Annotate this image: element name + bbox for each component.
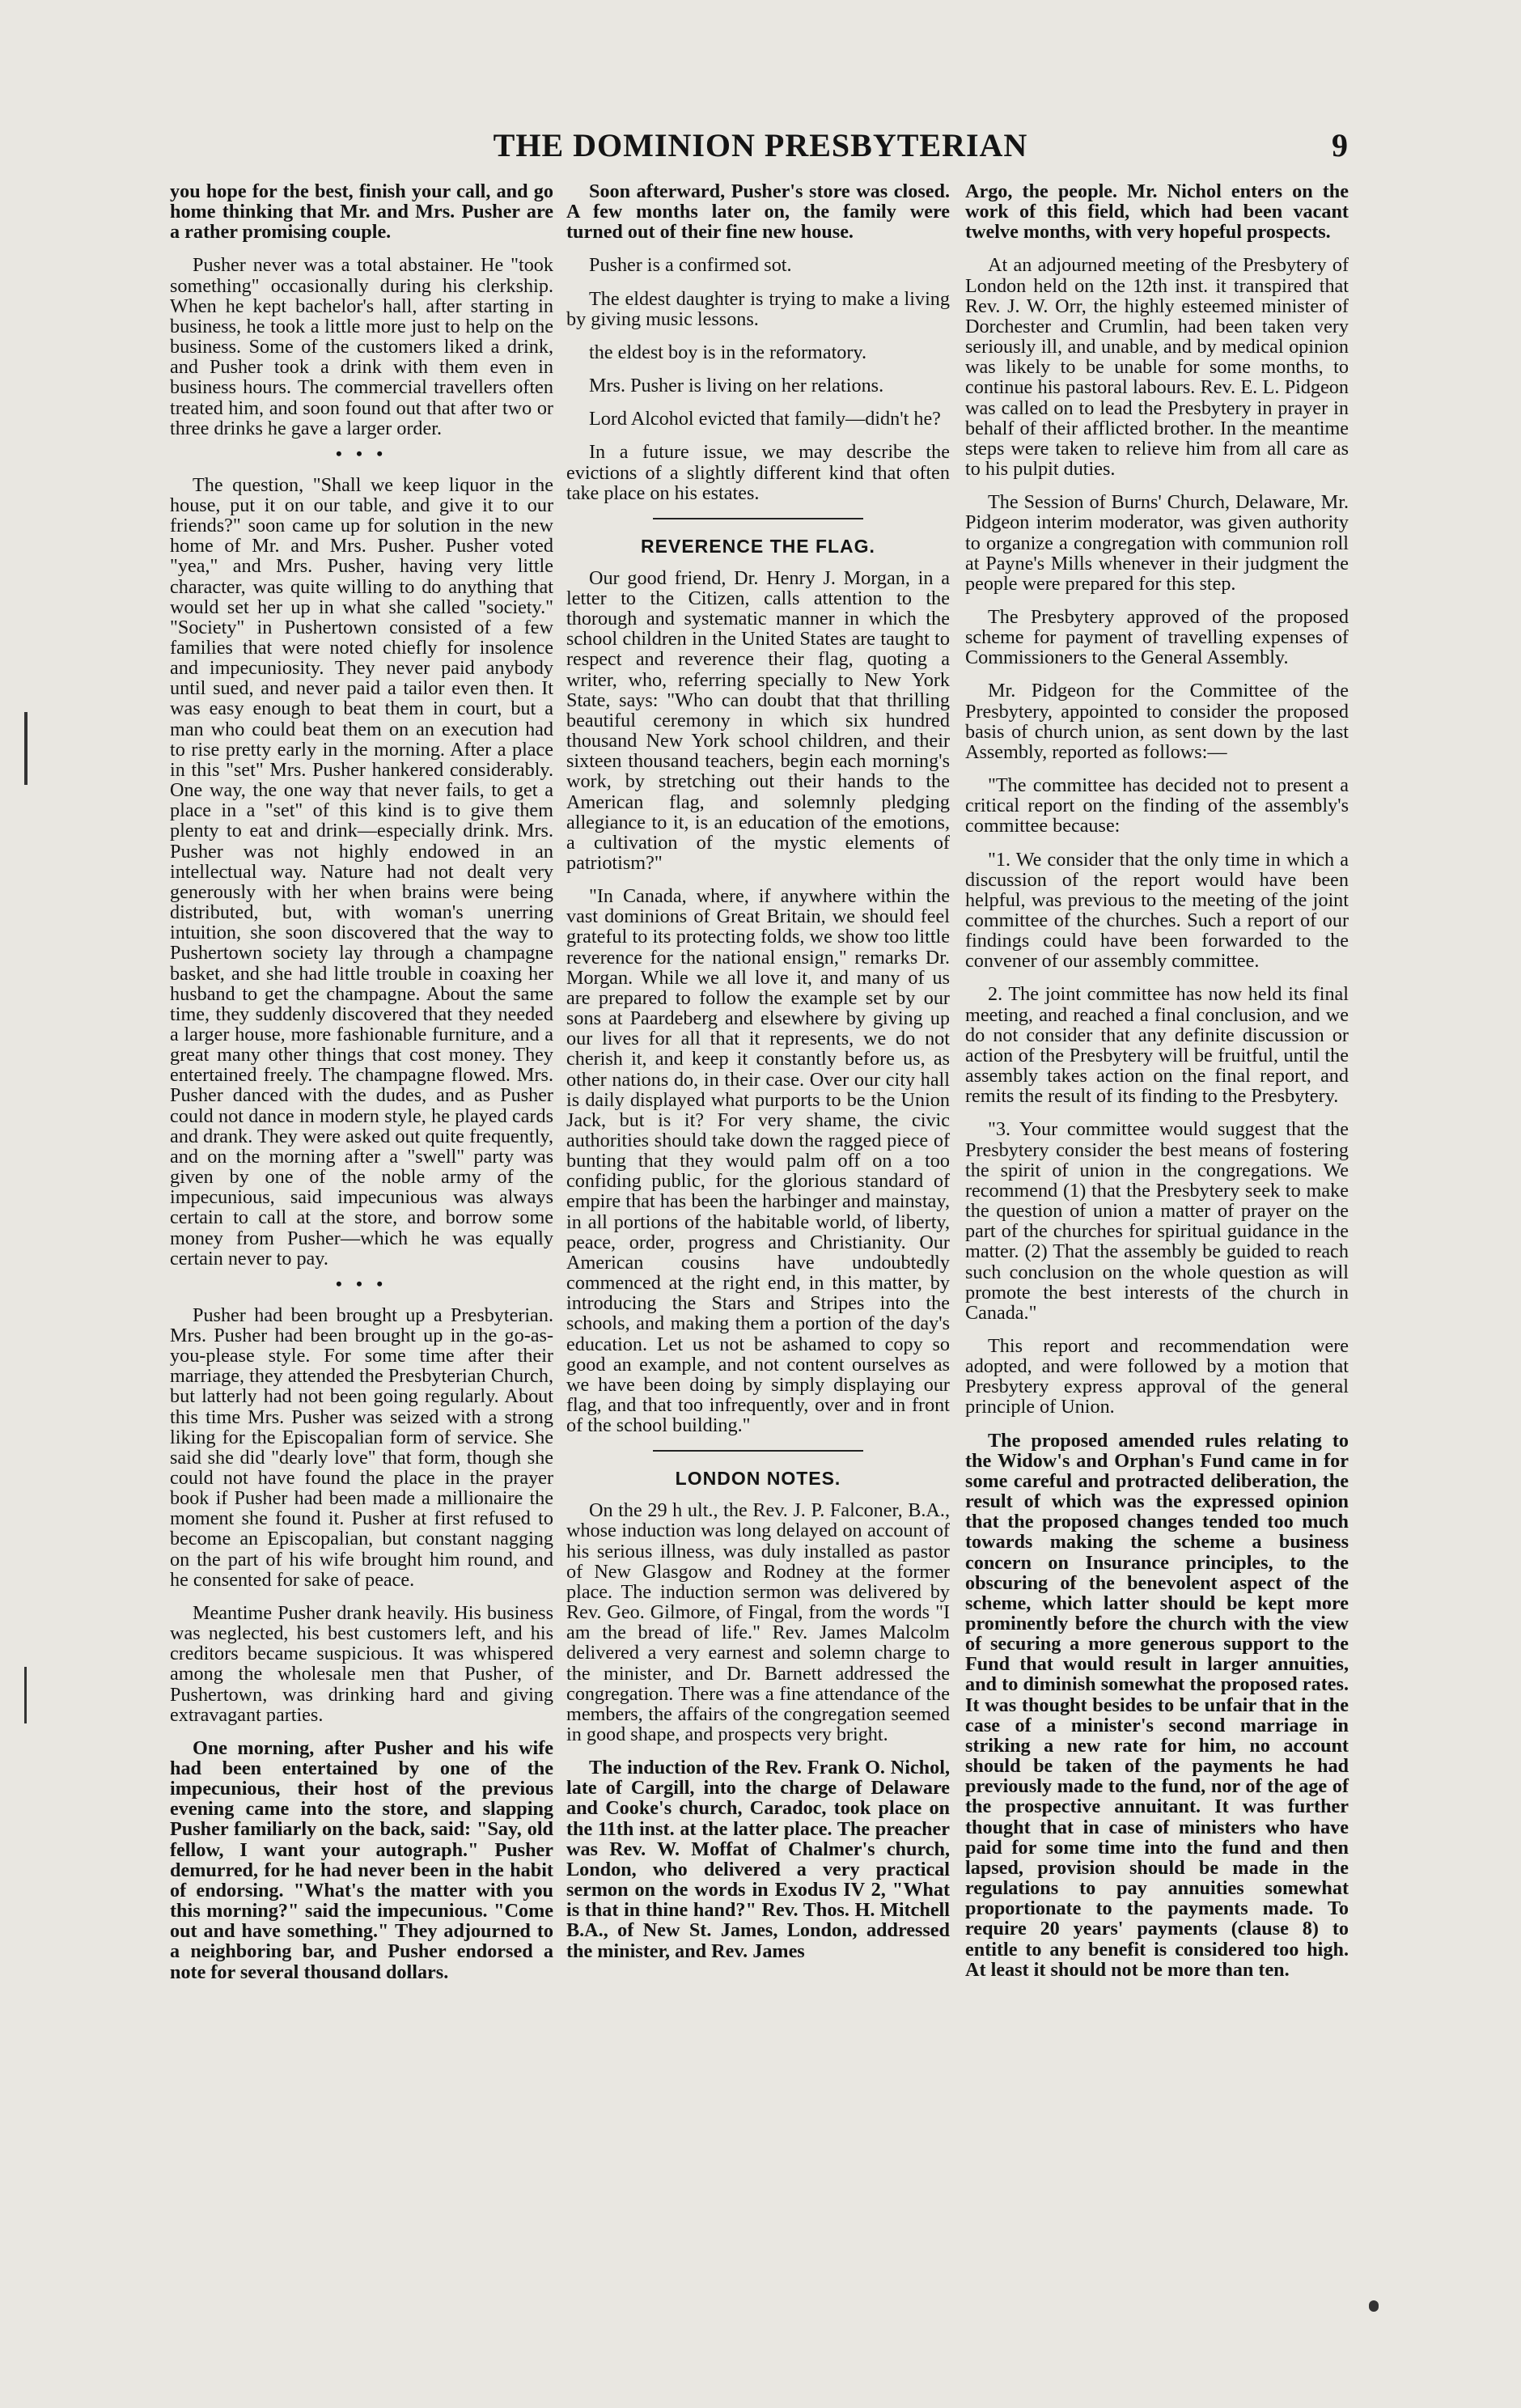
- paragraph: The Session of Burns' Church, Delaware, Mr. Pidgeon interim moderator, was given authority to organize a congregation with communion roll at Payne's Mills whenever in their judgment the people were prepared for this step.: [965, 491, 1349, 595]
- paragraph: Meantime Pusher drank heavily. His business was neglected, his best customers left, and his creditors became suspicious. It was whispered among the wholesale men that Pusher, of Pushertown, was drinking hard and giving extravagant parties.: [170, 1601, 553, 1726]
- paragraph: Pusher never was a total abstainer. He "took something" occasionally during his clerkship. When he kept bachelor's hall, after starting in business, he took a little more just to help on the business. Some of the customers liked a drink, and Pusher took a drink with them even in business hours. The commercial travellers often treated him, and soon found out that after two or three drinks he gave a larger order.: [170, 254, 553, 439]
- paragraph: "1. We consider that the only time in which a discussion of the report would have been helpful, was previous to the meeting of the joint committee of the churches. Such a report of our findings could have been forwarded to the convener of our assembly committee.: [965, 848, 1349, 973]
- paragraph: Argo, the people. Mr. Nichol enters on the work of this field, which had been vacant twelve months, with very hopeful prospects.: [965, 180, 1349, 244]
- paragraph: Mrs. Pusher is living on her relations.: [589, 375, 884, 397]
- column-3: [965, 181, 1349, 1993]
- column-2: [566, 181, 950, 1974]
- scan-mark: [24, 1667, 27, 1723]
- paragraph: Pusher had been brought up a Presbyterian. Mrs. Pusher had been brought up in the go-as-you-please style. For some time after their marriage, they attended the Presbyterian Church, but latterly had not been going regularly. About this time Mrs. Pusher was seized with a strong liking for the Episcopalian form of service. She said she did "dearly love" that form, though she could not have found the place in the prayer book if Pusher had been made a millionaire the moment she found it. Pusher at first refused to become an Episcopalian, but constant nagging on the part of his wife brought him round, and he consented for sake of peace.: [170, 1304, 553, 1591]
- paragraph: The Presbytery approved of the proposed scheme for payment of travelling expenses of Commissioners to the General Assembly.: [965, 605, 1349, 669]
- column-1: [170, 181, 553, 1995]
- paragraph: 2. The joint committee has now held its final meeting, and reached a final conclusion, and we do not consider that any definite discussion or action of the Presbytery will be fruitful, until the assembly takes action on the final report, and remits the result of its finding to the Presbytery.: [965, 983, 1349, 1108]
- divider-rule: [653, 1450, 863, 1452]
- divider-rule: [653, 518, 863, 519]
- ink-spot: [1369, 2300, 1379, 2312]
- paragraph: you hope for the best, finish your call, and go home thinking that Mr. and Mrs. Pusher are a rather promising couple.: [170, 180, 553, 244]
- paragraph: The question, "Shall we keep liquor in the house, put it on our table, and give it to our friends?" soon came up for solution in the new home of Mr. and Mrs. Pusher. Pusher voted "yea," and Mrs. Pusher, having very little character, was quite willing to do anything that would set her up in what she called "society." "Society" in Pushertown consisted of a few families that were noted chiefly for insolence and impecuniosity. They never paid anybody until sued, and never paid a tailor even then. It was easy enough to beat them in court, but a man who could beat them on an execution had to rise pretty early in the morning. After a place in this "set" Mrs. Pusher hankered considerably. One way, the one way that never fails, to get a place in a "set" of this kind is to give them plenty to eat and drink—especially drink. Mrs. Pusher was not highly endowed in an intellectual way. Nature had not dealt very generously with her when brains were being distributed, but, with woman's unerring intuition, she soon discovered that the way to Pushertown society lay through a champagne basket, and she had little trouble in coaxing her husband to get the champagne. About the same time, they suddenly discovered that they needed a larger house, more fashionable furniture, and a great many other things that cost money. They entertained freely. The champagne flowed. Mrs. Pusher danced with the dudes, and as Pusher could not dance in modern style, he played cards and drank. They were asked out quite frequently, and on the morning after a "swell" party was given by one of the noble army of the impecunious, said impecunious was always certain to call at the store, and borrow some money from Pusher—which he was equally certain never to pay.: [170, 473, 553, 1270]
- paragraph: "In Canada, where, if anywhere within the vast dominions of Great Britain, we should feel grateful to its protecting folds, we show too little reverence for the national ensign," remarks Dr. Morgan. While we all love it, and many of us are prepared to follow the example set by our sons at Paardeberg and elsewhere by giving up our lives for all that it represents, we do not cherish it, and keep it constantly before us, as other nations do, in their case. Over our city hall is daily displayed what purports to be the Union Jack, but is it? For very shame, the civic authorities should take down the ragged piece of bunting that they would palm off on a too confiding public, for the glorious standard of empire that has been the harbinger and mainstay, in all portions of the habitable world, of liberty, peace, order, progress and Christianity. Our American cousins have undoubtedly commenced at the right end, in this matter, by introducing the Stars and Stripes into the schools, and making them a portion of the day's education. Let us not be ashamed to copy so good an example, and not content ourselves as we have been doing by simply displaying our flag, and that too infrequently, over and in front of the school building.": [566, 885, 950, 1437]
- page-number: 9: [1332, 127, 1348, 163]
- paragraph: In a future issue, we may describe the evictions of a slightly different kind that often take place on his estates.: [566, 441, 950, 504]
- section-heading: REVERENCE THE FLAG.: [641, 535, 875, 557]
- paragraph: the eldest boy is in the reformatory.: [589, 341, 867, 363]
- paragraph: Mr. Pidgeon for the Committee of the Presbytery, appointed to consider the proposed basis of church union, as sent down by the last Assembly, reported as follows:—: [965, 680, 1349, 763]
- section-heading: LONDON NOTES.: [675, 1468, 841, 1490]
- page-header: [0, 126, 1521, 175]
- paragraph: "3. Your committee would suggest that the Presbytery consider the best means of fostering the spirit of union in the congregations. We recommend (1) that the Presbytery seek to make the question of union a matter of prayer on the part of the churches for spiritual guidance in the matter. (2) That the assembly be guided to reach such conclusion on the whole question as will promote the best interests of the church in Canada.": [965, 1118, 1349, 1324]
- paragraph: Lord Alcohol evicted that family—didn't he?: [589, 408, 941, 430]
- paragraph: Soon afterward, Pusher's store was closed. A few months later on, the family were turned out of their fine new house.: [566, 180, 950, 244]
- paragraph: Our good friend, Dr. Henry J. Morgan, in a letter to the Citizen, calls attention to the thorough and systematic manner in which the school children in the United States are taught to respect and reverence their flag, quoting a writer, who, referring specially to New York State, says: "Who can doubt that that thrilling beautiful ceremony in which six hundred thousand New York school children, and their sixteen thousand teachers, begin each morning's work, by stretching out their hands to the American flag, and solemnly pledging allegiance to it, is an education of the emotions, a cultivation of the mystic elements of patriotism?": [566, 566, 950, 874]
- section-divider-stars: • • •: [335, 443, 388, 464]
- paragraph: The eldest daughter is trying to make a living by giving music lessons.: [566, 287, 950, 330]
- paragraph: At an adjourned meeting of the Presbytery of London held on the 12th inst. it transpired that Rev. J. W. Orr, the highly esteemed minister of Dorchester and Crumlin, had been taken very seriously ill, and unable, and by medical opinion was likely to be unable for some months, to continue his pastoral labours. Rev. E. L. Pidgeon was called on to lead the Presbytery in prayer in behalf of their afflicted brother. In the meantime steps were taken to relieve him from all care as to his pulpit duties.: [965, 254, 1349, 481]
- paragraph: "The committee has decided not to present a critical report on the finding of the assembly's committee because:: [965, 774, 1349, 837]
- quoted-report: [965, 775, 1349, 1323]
- paragraph: The proposed amended rules relating to the Widow's and Orphan's Fund came in for some careful and protracted deliberation, the result of which was the expressed opinion that the proposed changes tended too much towards making the scheme a business concern on Insurance principles, to the obscuring of the benevolent aspect of the scheme, which latter should be kept more prominently before the church with the view of securing a more generous support to the Fund that would result in larger annuities, and to diminish somewhat the proposed rates. It was thought besides to be unfair that in the case of a minister's second marriage in striking a new rate for him, no account should be taken of the payments he had previously made to the fund, nor of the age of the prospective annuitant. It was further thought that in case of ministers who have paid for some time into the fund and then lapsed, provision should be made in the regulations to pay annuities somewhat proportionate to the payments made. To require 20 years' payments (clause 8) to entitle to any benefit is considered too high. At least it should not be more than ten.: [965, 1429, 1349, 1981]
- section-divider-stars: • • •: [335, 1273, 388, 1294]
- paragraph: This report and recommendation were adopted, and were followed by a motion that Presbytery express approval of the general principle of Union.: [965, 1334, 1349, 1418]
- newspaper-title: THE DOMINION PRESBYTERIAN: [493, 127, 1028, 163]
- paragraph: The induction of the Rev. Frank O. Nichol, late of Cargill, into the charge of Delaware and Cooke's church, Caradoc, took place on the 11th inst. at the latter place. The preacher was Rev. W. Moffat of Chalmer's church, London, who delivered a very practical sermon on the words in Exodus IV 2, "What is that in thine hand?" Rev. Thos. H. Mitchell B.A., of New St. James, London, addressed the minister, and Rev. James: [566, 1757, 950, 1962]
- paragraph: On the 29 h ult., the Rev. J. P. Falconer, B.A., whose induction was long delayed on account of his serious illness, was duly installed as pastor of New Glasgow and Rodney at the former place. The induction sermon was delivered by Rev. Geo. Gilmore, of Fingal, from the words "I am the bread of life." Rev. James Malcolm delivered a very earnest and solemn charge to the minister, and Dr. Barnett addressed the congregation. There was a fine attendance of the members, the affairs of the congregation seemed in good shape, and prospects very bright.: [566, 1499, 950, 1745]
- paragraph: One morning, after Pusher and his wife had been entertained by one of the impecunious, their host of the previous evening came into the store, and slapping Pusher familiarly on the back, said: "Say, old fellow, I want your autograph." Pusher demurred, for he had never been in the habit of endorsing. "What's the matter with you this morning?" said the impecunious. "Come out and have something." They adjourned to a neighboring bar, and Pusher endorsed a note for several thousand dollars.: [170, 1736, 553, 1983]
- scan-mark: [24, 712, 28, 785]
- paragraph: Pusher is a confirmed sot.: [589, 254, 792, 277]
